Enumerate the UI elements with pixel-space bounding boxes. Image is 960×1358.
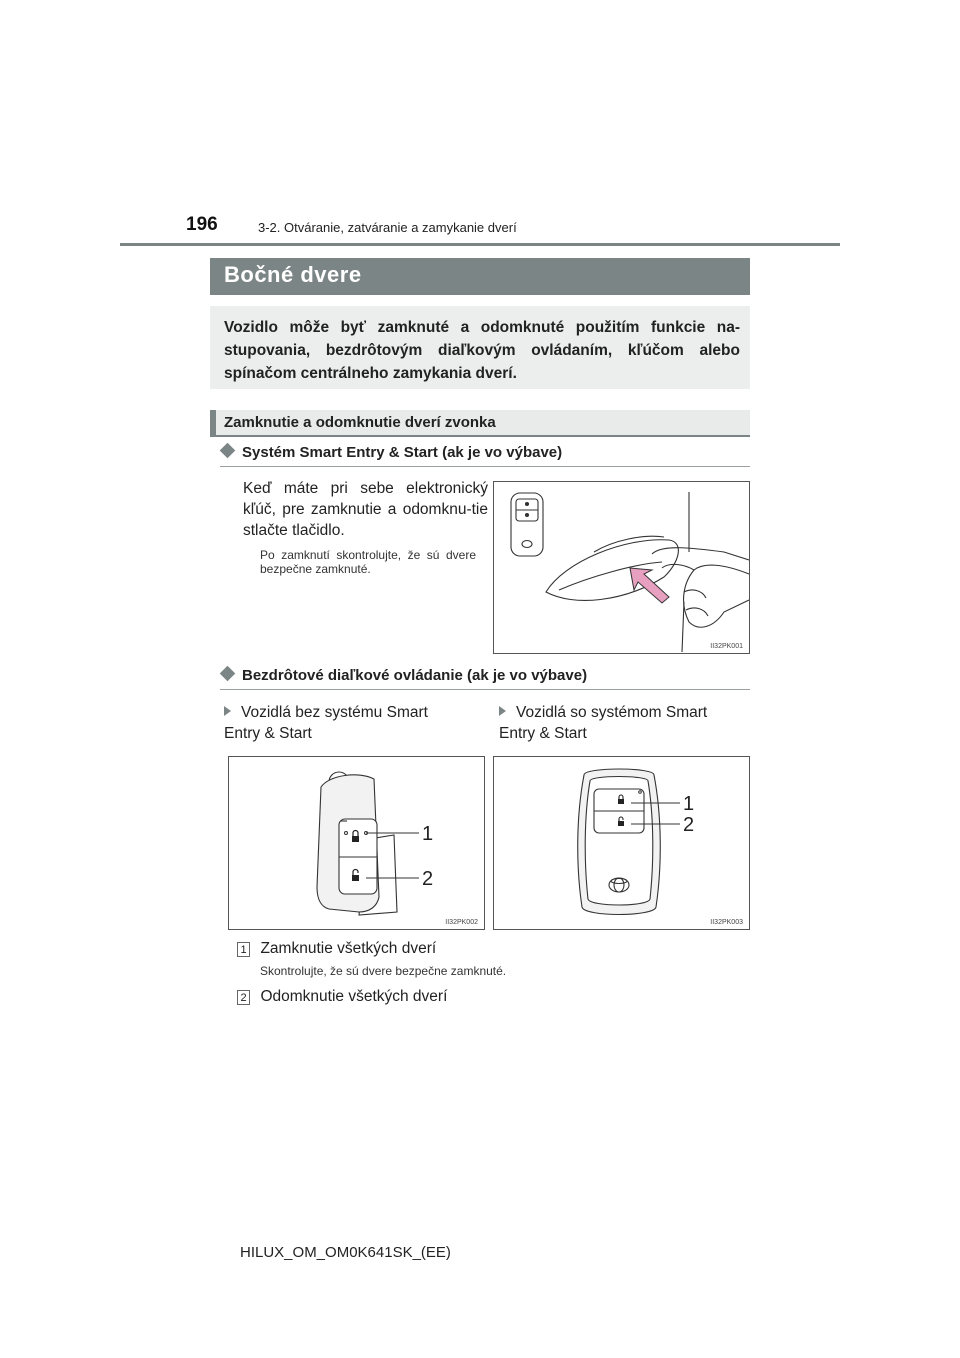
footer-code: HILUX_OM_OM0K641SK_(EE) — [240, 1244, 451, 1261]
door-handle-figure — [493, 481, 750, 654]
callout-1: 1 — [683, 793, 695, 815]
legend-note: Skontrolujte, že sú dvere bezpečne zamknuté. — [260, 964, 507, 978]
callout-2: 2 — [422, 868, 434, 890]
smart-entry-note: Po zamknutí skontrolujte, že sú dvere bezpečne zamknuté. — [260, 548, 476, 576]
smart-entry-rule — [220, 466, 750, 467]
intro-box — [210, 306, 750, 389]
callout-1: 1 — [422, 823, 434, 845]
remote-heading — [222, 667, 587, 684]
diamond-icon — [220, 443, 236, 459]
remote-rule — [220, 689, 750, 690]
legend-item-1 — [237, 938, 436, 959]
smart-key-illustration — [494, 757, 749, 929]
triangle-bullet-icon — [224, 706, 231, 716]
subsection-bar — [210, 410, 750, 437]
remote-heading-text: Bezdrôtové diaľkové ovládanie (ak je vo výbave) — [242, 667, 588, 684]
intro-text: Vozidlo môže byť zamknuté a odomknuté použitím funkcie na-stupovania, bezdrôtovým diaľkovým ovládaním, kľúčom alebo spínačom centrálneho zamykania dverí. — [224, 319, 740, 382]
legend-label: Zamknutie všetkých dverí — [260, 940, 437, 957]
figure-code: II32PK003 — [710, 919, 743, 926]
smart-entry-heading — [222, 444, 562, 461]
col1-label: Vozidlá bez systému Smart Entry & Start — [224, 704, 428, 742]
col2-label: Vozidlá so systémom Smart Entry & Start — [499, 704, 708, 742]
callout-2: 2 — [683, 814, 695, 836]
section-title-bar — [210, 258, 750, 295]
flip-key-figure — [228, 756, 485, 930]
figure-code: II32PK001 — [710, 643, 743, 650]
chapter-title: 3-2. Otváranie, zatváranie a zamykanie dverí — [258, 220, 517, 235]
section-title: Bočné dvere — [224, 262, 362, 287]
flip-key-illustration — [229, 757, 484, 929]
legend-item-2 — [237, 986, 447, 1007]
smart-entry-text: Keď máte pri sebe elektronický kľúč, pre zamknutie a odomknu-tie stlačte tlačidlo. — [243, 480, 488, 539]
figure-code: II32PK002 — [445, 919, 478, 926]
legend-number: 2 — [237, 990, 250, 1005]
subsection-accent — [210, 410, 216, 435]
door-handle-illustration — [494, 482, 749, 653]
triangle-bullet-icon — [499, 706, 506, 716]
diamond-icon — [220, 666, 236, 682]
legend-number: 1 — [237, 942, 250, 957]
header-rule — [120, 243, 840, 246]
smart-entry-heading-text: Systém Smart Entry & Start (ak je vo výbave) — [242, 444, 563, 461]
subsection-title: Zamknutie a odomknutie dverí zvonka — [224, 414, 496, 431]
smart-key-figure — [493, 756, 750, 930]
page-number: 196 — [186, 214, 218, 235]
legend-label: Odomknutie všetkých dverí — [260, 988, 448, 1005]
